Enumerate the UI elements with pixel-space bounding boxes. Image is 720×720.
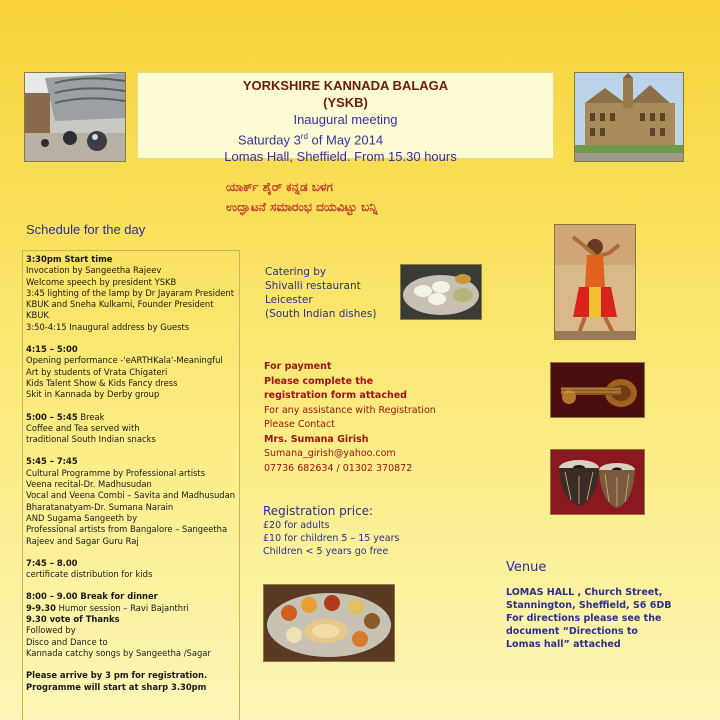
schedule-line: AND Sugama Sangeeth by [26, 512, 138, 523]
price-adults: £20 for adults [263, 520, 330, 531]
venue-line: document “Directions to [506, 626, 638, 637]
org-title: YORKSHIRE KANNADA BALAGA [242, 78, 449, 93]
catering-line: Catering by [265, 266, 327, 278]
bharatanatyam-dancer-photo [554, 224, 636, 340]
payment-line: registration form attached [264, 390, 407, 401]
contact-phone: 07736 682634 / 01302 370872 [264, 462, 413, 474]
payment-info [264, 360, 436, 476]
contact-email: Sumana_girish@yahoo.com [264, 448, 396, 459]
schedule-list [22, 250, 240, 720]
payment-line: Please complete the [264, 375, 374, 387]
venue-heading: Venue [506, 560, 547, 575]
payment-line: For payment [264, 361, 332, 372]
veena-instrument-photo [550, 362, 645, 418]
schedule-line: Bharatanatyam-Dr. Sumana Narain [26, 501, 174, 512]
schedule-line: 3:45 lighting of the lamp by Dr Jayaram President KBUK and Sneha Kulkarni, Founder President KBUK [26, 287, 235, 321]
schedule-line: 3:30pm Start time [26, 254, 113, 264]
payment-line: Please Contact [264, 419, 335, 430]
kannada-title: ಯಾರ್ಕ್ ಶೈರ್ ಕನ್ನಡ ಬಳಗ [226, 180, 333, 194]
event-subtitle: Inaugural meeting [293, 112, 398, 127]
sheffield-town-hall-photo [574, 72, 684, 162]
plaza-spheres-photo [24, 72, 126, 162]
schedule-line: Please arrive by 3 pm for registration. [26, 670, 208, 681]
thali-food-photo [263, 584, 395, 662]
schedule-line: Disco and Dance to [26, 636, 108, 647]
price-under5: Children < 5 years go free [263, 546, 389, 557]
payment-line: For any assistance with Registration [264, 404, 436, 416]
schedule-line: 8:00 – 9.00 Break for dinner [26, 591, 158, 602]
schedule-heading: Schedule for the day [26, 222, 146, 237]
venue-line: For directions please see the [506, 613, 662, 624]
schedule-block [26, 591, 236, 659]
schedule-block [26, 344, 236, 400]
schedule-line: Cultural Programme by Professional artists [26, 467, 206, 478]
schedule-block [26, 412, 236, 446]
schedule-line: Kids Talent Show & Kids Fancy dress [26, 377, 178, 388]
venue-line: LOMAS HALL , Church Street, [506, 587, 663, 598]
kannada-invitation: ಉದ್ಘಾಟನೆ ಸಮಾರಂಭ ದಯವಿಟ್ಟು ಬನ್ನಿ [226, 200, 378, 214]
schedule-line: Opening performance -'eARTHKala'-Meaningful Art by students of Vrata Chigateri [26, 355, 223, 377]
tabla-drums-photo [550, 449, 645, 515]
venue-line: Stannington, Sheffield, S6 6DB [506, 600, 672, 611]
venue-line: Lomas hall” attached [506, 639, 621, 650]
schedule-block [26, 670, 236, 693]
schedule-line: 5:45 – 7:45 [26, 456, 78, 467]
catering-line: Shivalli restaurant [265, 280, 361, 292]
catering-line: Leicester [265, 294, 313, 306]
schedule-line: 4:15 – 5:00 [26, 344, 78, 355]
event-venue-time: Lomas Hall, Sheffield. From 15.30 hours [224, 149, 457, 165]
event-header [137, 72, 554, 165]
price-children: £10 for children 5 – 15 years [263, 533, 400, 544]
event-date: Saturday 3rd of May 2014 [237, 132, 384, 148]
catering-info [265, 265, 376, 321]
schedule-line: Invocation by Sangeetha Rajeev [26, 265, 162, 276]
schedule-line: Welcome speech by president YSKB [26, 276, 177, 287]
schedule-line: Coffee and Tea served with [26, 422, 140, 433]
schedule-line: Veena recital-Dr. Madhusudan [26, 479, 152, 490]
schedule-line: 7:45 – 8.00 [26, 557, 78, 568]
schedule-line: Vocal and Veena Combi – Savita and Madhusudan [26, 490, 236, 501]
schedule-line: Professional artists from Bangalore – Sangeetha Rajeev and Sagar Guru Raj [26, 524, 228, 546]
schedule-block [26, 456, 236, 546]
schedule-line: 3:50-4:15 Inaugural address by Guests [26, 321, 190, 332]
registration-title: Registration price: [263, 504, 374, 518]
registration-price [263, 503, 399, 558]
idli-food-photo [400, 264, 482, 320]
org-abbreviation: (YSKB) [323, 95, 368, 110]
schedule-block [26, 558, 236, 581]
schedule-line: 9-9.30 Humor session – Ravi Bajanthri [26, 602, 189, 613]
contact-name: Mrs. Sumana Girish [264, 433, 369, 445]
schedule-line: 9.30 vote of Thanks [26, 614, 120, 625]
schedule-line: Kannada catchy songs by Sangeetha /Sagar [26, 647, 211, 658]
schedule-line: 5:00 – 5:45 Break [26, 411, 105, 422]
venue-address [506, 586, 716, 651]
schedule-line: Skit in Kannada by Derby group [26, 389, 160, 400]
catering-line: (South Indian dishes) [265, 308, 377, 320]
schedule-block [26, 254, 236, 333]
schedule-line: Followed by [26, 625, 76, 636]
schedule-line: Programme will start at sharp 3.30pm [26, 681, 207, 692]
schedule-line: certificate distribution for kids [26, 569, 153, 580]
schedule-line: traditional South Indian snacks [26, 434, 156, 445]
